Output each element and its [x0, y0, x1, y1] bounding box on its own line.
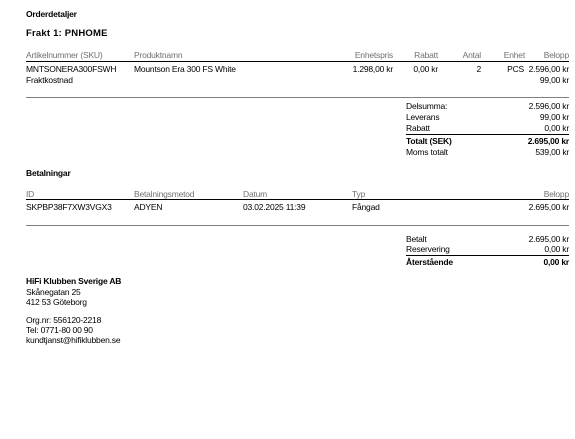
- payments-bottom-divider: [26, 225, 569, 226]
- items-header-divider: [26, 61, 569, 62]
- payment-method: ADYEN: [134, 202, 163, 212]
- row-unit-price: 1.298,00 kr: [352, 64, 393, 74]
- col-header-unit-price: Enhetspris: [354, 50, 393, 60]
- company-email: kundtjanst@hifiklubben.se: [26, 335, 121, 345]
- col-header-type: Typ: [352, 189, 366, 199]
- company-city: 412 53 Göteborg: [26, 297, 87, 307]
- subtotal-label: Delsumma:: [406, 101, 448, 111]
- payment-type: Fångad: [352, 202, 380, 212]
- col-header-date: Datum: [243, 189, 268, 199]
- shipment-title: Frakt 1: PNHOME: [26, 28, 108, 39]
- row-name: Mountson Era 300 FS White: [134, 64, 236, 74]
- total-label: Totalt (SEK): [406, 136, 452, 146]
- col-header-method: Betalningsmetod: [134, 189, 195, 199]
- col-header-amount: Belopp: [543, 189, 569, 199]
- discount-label: Rabatt: [406, 123, 430, 133]
- reservation-value: 0,00 kr: [544, 244, 569, 254]
- payment-id: SKPBP38F7XW3VGX3: [26, 202, 112, 212]
- col-header-discount: Rabatt: [414, 50, 438, 60]
- col-header-qty: Antal: [462, 50, 481, 60]
- col-header-unit: Enhet: [503, 50, 525, 60]
- shipping-value: 99,00 kr: [539, 112, 569, 122]
- row-discount: 0,00 kr: [413, 64, 438, 74]
- remaining-divider: [406, 255, 569, 256]
- row-amount: 2.596,00 kr: [528, 64, 569, 74]
- row-unit: PCS: [507, 64, 524, 74]
- reservation-label: Reservering: [406, 244, 450, 254]
- col-header-amount: Belopp: [543, 50, 569, 60]
- total-value: 2.695,00 kr: [527, 136, 569, 146]
- shipping-label: Leverans: [406, 112, 440, 122]
- row-qty: 2: [476, 64, 481, 74]
- payments-title: Betalningar: [26, 168, 71, 178]
- row-amount: 99,00 kr: [539, 75, 569, 85]
- company-name: HiFi Klubben Sverige AB: [26, 276, 122, 286]
- row-sku: Fraktkostnad: [26, 75, 73, 85]
- company-org-number: Org.nr: 556120-2218: [26, 315, 102, 325]
- row-sku: MNTSONERA300FSWH: [26, 64, 117, 74]
- vat-label: Moms totalt: [406, 147, 448, 157]
- discount-value: 0,00 kr: [544, 123, 569, 133]
- page-title: Orderdetaljer: [26, 9, 77, 19]
- vat-value: 539,00 kr: [535, 147, 569, 157]
- paid-label: Betalt: [406, 234, 427, 244]
- payments-header-divider: [26, 199, 569, 200]
- company-phone: Tel: 0771-80 00 90: [26, 325, 93, 335]
- col-header-id: ID: [26, 189, 35, 199]
- col-header-sku: Artikelnummer (SKU): [26, 50, 103, 60]
- remaining-value: 0,00 kr: [543, 257, 569, 267]
- paid-value: 2.695,00 kr: [528, 234, 569, 244]
- total-divider: [406, 134, 569, 135]
- items-bottom-divider: [26, 97, 569, 98]
- payment-amount: 2.695,00 kr: [528, 202, 569, 212]
- company-street: Skånegatan 25: [26, 287, 81, 297]
- remaining-label: Återstående: [406, 257, 453, 267]
- col-header-name: Produktnamn: [134, 50, 183, 60]
- subtotal-value: 2.596,00 kr: [528, 101, 569, 111]
- payment-date: 03.02.2025 11:39: [243, 202, 306, 212]
